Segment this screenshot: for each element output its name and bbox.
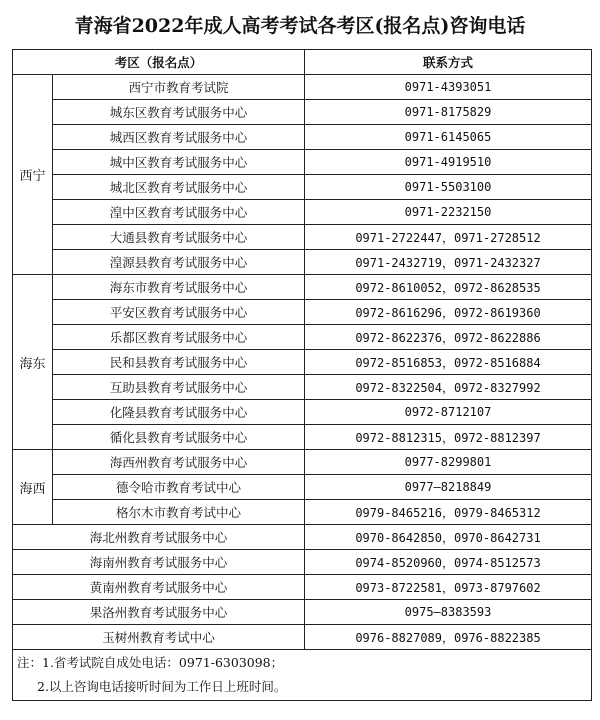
office-name: 海南州教育考试服务中心 [13,550,305,575]
office-name: 湟中区教育考试服务中心 [53,200,305,225]
office-name: 海东市教育考试服务中心 [53,275,305,300]
page-title: 青海省2022年成人高考考试各考区(报名点)咨询电话 [74,15,526,37]
office-name: 城中区教育考试服务中心 [53,150,305,175]
phone-number: 0974-8520960，0974-8512573 [305,550,592,575]
table-row [13,350,592,375]
phone-number: 0971-4393051 [305,75,592,100]
office-name: 海西州教育考试服务中心 [53,450,305,475]
table-row [13,400,592,425]
phone-number: 0972-8622376，0972-8622886 [305,325,592,350]
office-name: 循化县教育考试服务中心 [53,425,305,450]
table-row [13,625,592,650]
notes-row [13,650,592,701]
table-row [13,200,592,225]
table-row [13,525,592,550]
header-contact: 联系方式 [305,50,592,75]
office-name: 大通县教育考试服务中心 [53,225,305,250]
phone-number: 0970-8642850，0970-8642731 [305,525,592,550]
table-row [13,125,592,150]
phone-number: 0973-8722581，0973-8797602 [305,575,592,600]
table-row [13,475,592,500]
phone-number: 0971-5503100 [305,175,592,200]
phone-number: 0972-8322504，0972-8327992 [305,375,592,400]
region-haixi: 海西 [13,450,53,525]
phone-number: 0977—8218849 [305,475,592,500]
office-name: 海北州教育考试服务中心 [13,525,305,550]
phone-number: 0972-8516853，0972-8516884 [305,350,592,375]
office-name: 果洛州教育考试服务中心 [13,600,305,625]
phone-number: 0971-4919510 [305,150,592,175]
table-row [13,375,592,400]
phone-number: 0971-8175829 [305,100,592,125]
office-name: 德令哈市教育考试中心 [53,475,305,500]
table-row [13,325,592,350]
office-name: 湟源县教育考试服务中心 [53,250,305,275]
region-xining: 西宁 [13,75,53,275]
region-haidong: 海东 [13,275,53,450]
table-row [13,600,592,625]
phone-number: 0971-6145065 [305,125,592,150]
table-row [13,425,592,450]
table-body [13,75,592,701]
table-row [13,175,592,200]
contact-table [12,49,592,701]
office-name: 格尔木市教育考试中心 [53,500,305,525]
phone-number: 0972-8712107 [305,400,592,425]
table-row [13,150,592,175]
office-name: 民和县教育考试服务中心 [53,350,305,375]
phone-number: 0972-8812315，0972-8812397 [305,425,592,450]
office-name: 玉树州教育考试中心 [13,625,305,650]
notes-cell [13,650,592,701]
phone-number: 0971-2432719，0971-2432327 [305,250,592,275]
office-name: 西宁市教育考试院 [53,75,305,100]
phone-number: 0972-8616296，0972-8619360 [305,300,592,325]
note-line-1: 注：1.省考试院自成处电话：0971-6303098； [17,655,284,670]
table-row [13,575,592,600]
office-name: 城东区教育考试服务中心 [53,100,305,125]
table-row [13,100,592,125]
phone-number: 0971-2232150 [305,200,592,225]
table-row [13,250,592,275]
phone-number: 0972-8610052，0972-8628535 [305,275,592,300]
note-line-2: 2.以上咨询电话接听时间为工作日上班时间。 [37,679,287,694]
table-row [13,75,592,100]
office-name: 城西区教育考试服务中心 [53,125,305,150]
phone-number: 0975—8383593 [305,600,592,625]
table-row [13,500,592,525]
office-name: 黄南州教育考试服务中心 [13,575,305,600]
table-row [13,300,592,325]
phone-number: 0976-8827089，0976-8822385 [305,625,592,650]
phone-number: 0971-2722447，0971-2728512 [305,225,592,250]
phone-number: 0977-8299801 [305,450,592,475]
phone-number: 0979-8465216，0979-8465312 [305,500,592,525]
table-row [13,275,592,300]
table-header-row [13,50,592,75]
table-row [13,450,592,475]
table-row [13,225,592,250]
office-name: 互助县教育考试服务中心 [53,375,305,400]
office-name: 城北区教育考试服务中心 [53,175,305,200]
office-name: 化隆县教育考试服务中心 [53,400,305,425]
office-name: 平安区教育考试服务中心 [53,300,305,325]
office-name: 乐都区教育考试服务中心 [53,325,305,350]
header-region: 考区（报名点） [13,50,305,75]
table-row [13,550,592,575]
